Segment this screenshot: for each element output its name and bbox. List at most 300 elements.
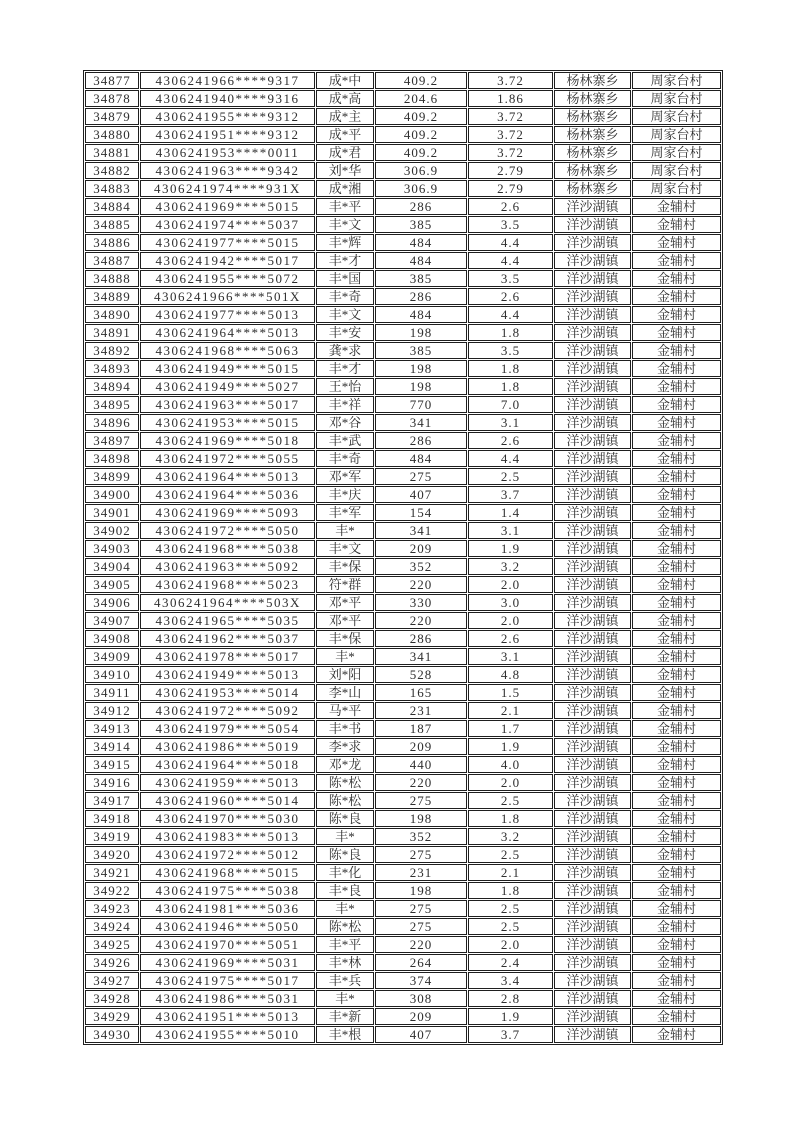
cell-amount: 220: [375, 576, 467, 593]
cell-village: 金辅村: [632, 936, 721, 953]
cell-amount: 407: [375, 486, 467, 503]
cell-name: 陈*良: [316, 846, 374, 863]
cell-id-number: 4306241955****5010: [140, 1026, 315, 1043]
cell-id-number: 4306241975****5038: [140, 882, 315, 899]
cell-amount: 409.2: [375, 72, 467, 89]
cell-rate: 3.4: [468, 972, 553, 989]
cell-id-number: 4306241962****5037: [140, 630, 315, 647]
cell-village: 金辅村: [632, 252, 721, 269]
cell-name: 丰*兵: [316, 972, 374, 989]
cell-amount: 385: [375, 342, 467, 359]
table-row: [85, 972, 721, 989]
cell-id-number: 4306241968****5063: [140, 342, 315, 359]
table-row: [85, 144, 721, 161]
cell-name: 丰*才: [316, 252, 374, 269]
cell-village: 金辅村: [632, 810, 721, 827]
table-row: [85, 504, 721, 521]
cell-township: 洋沙湖镇: [554, 648, 631, 665]
cell-amount: 209: [375, 738, 467, 755]
cell-serial: 34907: [85, 612, 139, 629]
cell-name: 邓*平: [316, 594, 374, 611]
cell-amount: 204.6: [375, 90, 467, 107]
cell-name: 丰*平: [316, 198, 374, 215]
cell-name: 陈*良: [316, 810, 374, 827]
cell-rate: 1.8: [468, 810, 553, 827]
cell-name: 丰*保: [316, 558, 374, 575]
cell-village: 金辅村: [632, 576, 721, 593]
cell-serial: 34900: [85, 486, 139, 503]
cell-id-number: 4306241953****5015: [140, 414, 315, 431]
cell-township: 杨林寨乡: [554, 144, 631, 161]
table-row: [85, 216, 721, 233]
cell-rate: 3.5: [468, 270, 553, 287]
cell-township: 洋沙湖镇: [554, 990, 631, 1007]
cell-village: 金辅村: [632, 522, 721, 539]
table-row: [85, 432, 721, 449]
cell-serial: 34887: [85, 252, 139, 269]
cell-rate: 3.72: [468, 144, 553, 161]
cell-amount: 275: [375, 918, 467, 935]
cell-serial: 34909: [85, 648, 139, 665]
cell-serial: 34894: [85, 378, 139, 395]
cell-rate: 2.79: [468, 180, 553, 197]
cell-village: 金辅村: [632, 468, 721, 485]
table-row: [85, 396, 721, 413]
cell-name: 邓*龙: [316, 756, 374, 773]
table-row: [85, 360, 721, 377]
cell-village: 金辅村: [632, 360, 721, 377]
cell-township: 杨林寨乡: [554, 72, 631, 89]
cell-name: 丰*化: [316, 864, 374, 881]
cell-id-number: 4306241964****503X: [140, 594, 315, 611]
cell-rate: 3.72: [468, 108, 553, 125]
cell-village: 金辅村: [632, 612, 721, 629]
cell-amount: 770: [375, 396, 467, 413]
cell-village: 周家台村: [632, 72, 721, 89]
cell-id-number: 4306241963****5092: [140, 558, 315, 575]
cell-serial: 34901: [85, 504, 139, 521]
cell-amount: 220: [375, 612, 467, 629]
subsidy-table-body: [85, 72, 721, 1043]
cell-amount: 286: [375, 432, 467, 449]
cell-township: 洋沙湖镇: [554, 774, 631, 791]
cell-township: 杨林寨乡: [554, 162, 631, 179]
table-row: [85, 882, 721, 899]
table-row: [85, 648, 721, 665]
cell-serial: 34929: [85, 1008, 139, 1025]
cell-amount: 198: [375, 882, 467, 899]
cell-amount: 275: [375, 792, 467, 809]
cell-name: 丰*奇: [316, 288, 374, 305]
cell-name: 丰*保: [316, 630, 374, 647]
cell-serial: 34885: [85, 216, 139, 233]
cell-village: 金辅村: [632, 198, 721, 215]
cell-serial: 34918: [85, 810, 139, 827]
cell-name: 丰*: [316, 900, 374, 917]
table-row: [85, 198, 721, 215]
table-row: [85, 108, 721, 125]
cell-serial: 34898: [85, 450, 139, 467]
cell-township: 洋沙湖镇: [554, 936, 631, 953]
cell-serial: 34914: [85, 738, 139, 755]
cell-township: 洋沙湖镇: [554, 576, 631, 593]
cell-rate: 1.9: [468, 540, 553, 557]
cell-village: 金辅村: [632, 288, 721, 305]
cell-township: 洋沙湖镇: [554, 450, 631, 467]
cell-name: 刘*华: [316, 162, 374, 179]
cell-name: 符*群: [316, 576, 374, 593]
table-row: [85, 234, 721, 251]
cell-township: 洋沙湖镇: [554, 432, 631, 449]
cell-village: 金辅村: [632, 918, 721, 935]
cell-id-number: 4306241955****5072: [140, 270, 315, 287]
cell-id-number: 4306241953****5014: [140, 684, 315, 701]
cell-rate: 2.6: [468, 432, 553, 449]
table-row: [85, 162, 721, 179]
cell-township: 洋沙湖镇: [554, 666, 631, 683]
cell-amount: 385: [375, 270, 467, 287]
cell-id-number: 4306241963****9342: [140, 162, 315, 179]
cell-id-number: 4306241981****5036: [140, 900, 315, 917]
cell-id-number: 4306241964****5013: [140, 324, 315, 341]
cell-name: 刘*阳: [316, 666, 374, 683]
cell-village: 金辅村: [632, 630, 721, 647]
cell-amount: 198: [375, 810, 467, 827]
cell-township: 洋沙湖镇: [554, 324, 631, 341]
cell-village: 金辅村: [632, 270, 721, 287]
cell-village: 金辅村: [632, 846, 721, 863]
cell-township: 洋沙湖镇: [554, 270, 631, 287]
cell-village: 金辅村: [632, 486, 721, 503]
cell-township: 洋沙湖镇: [554, 1008, 631, 1025]
cell-township: 洋沙湖镇: [554, 918, 631, 935]
cell-township: 洋沙湖镇: [554, 864, 631, 881]
cell-id-number: 4306241986****5031: [140, 990, 315, 1007]
cell-id-number: 4306241949****5013: [140, 666, 315, 683]
cell-id-number: 4306241949****5015: [140, 360, 315, 377]
cell-village: 金辅村: [632, 1026, 721, 1043]
cell-id-number: 4306241969****5031: [140, 954, 315, 971]
cell-township: 洋沙湖镇: [554, 360, 631, 377]
cell-rate: 1.5: [468, 684, 553, 701]
table-row: [85, 468, 721, 485]
cell-amount: 341: [375, 522, 467, 539]
cell-amount: 308: [375, 990, 467, 1007]
cell-id-number: 4306241966****501X: [140, 288, 315, 305]
cell-village: 金辅村: [632, 648, 721, 665]
cell-serial: 34897: [85, 432, 139, 449]
table-row: [85, 252, 721, 269]
cell-id-number: 4306241960****5014: [140, 792, 315, 809]
cell-serial: 34899: [85, 468, 139, 485]
table-row: [85, 900, 721, 917]
cell-village: 金辅村: [632, 414, 721, 431]
cell-amount: 341: [375, 648, 467, 665]
cell-id-number: 4306241983****5013: [140, 828, 315, 845]
cell-amount: 286: [375, 630, 467, 647]
cell-village: 金辅村: [632, 504, 721, 521]
cell-rate: 3.1: [468, 522, 553, 539]
cell-id-number: 4306241970****5030: [140, 810, 315, 827]
cell-village: 金辅村: [632, 720, 721, 737]
cell-amount: 231: [375, 864, 467, 881]
cell-amount: 264: [375, 954, 467, 971]
cell-amount: 220: [375, 936, 467, 953]
cell-id-number: 4306241969****5093: [140, 504, 315, 521]
cell-name: 丰*辉: [316, 234, 374, 251]
cell-rate: 4.4: [468, 450, 553, 467]
cell-amount: 286: [375, 198, 467, 215]
cell-township: 洋沙湖镇: [554, 738, 631, 755]
cell-township: 杨林寨乡: [554, 126, 631, 143]
cell-serial: 34906: [85, 594, 139, 611]
cell-township: 杨林寨乡: [554, 90, 631, 107]
table-row: [85, 828, 721, 845]
cell-serial: 34886: [85, 234, 139, 251]
cell-village: 周家台村: [632, 180, 721, 197]
cell-rate: 2.6: [468, 198, 553, 215]
cell-amount: 407: [375, 1026, 467, 1043]
cell-township: 洋沙湖镇: [554, 378, 631, 395]
cell-township: 洋沙湖镇: [554, 702, 631, 719]
table-row: [85, 612, 721, 629]
cell-id-number: 4306241970****5051: [140, 936, 315, 953]
cell-township: 洋沙湖镇: [554, 306, 631, 323]
cell-name: 丰*祥: [316, 396, 374, 413]
cell-serial: 34881: [85, 144, 139, 161]
cell-village: 周家台村: [632, 126, 721, 143]
cell-rate: 4.4: [468, 252, 553, 269]
cell-rate: 1.7: [468, 720, 553, 737]
cell-rate: 2.0: [468, 936, 553, 953]
table-row: [85, 270, 721, 287]
cell-village: 金辅村: [632, 738, 721, 755]
cell-amount: 231: [375, 702, 467, 719]
cell-rate: 4.4: [468, 234, 553, 251]
cell-township: 洋沙湖镇: [554, 288, 631, 305]
cell-rate: 3.7: [468, 1026, 553, 1043]
cell-serial: 34882: [85, 162, 139, 179]
cell-rate: 3.2: [468, 558, 553, 575]
cell-serial: 34923: [85, 900, 139, 917]
cell-name: 丰*文: [316, 306, 374, 323]
cell-township: 洋沙湖镇: [554, 234, 631, 251]
cell-serial: 34893: [85, 360, 139, 377]
table-row: [85, 684, 721, 701]
cell-id-number: 4306241951****5013: [140, 1008, 315, 1025]
cell-serial: 34928: [85, 990, 139, 1007]
cell-name: 成*湘: [316, 180, 374, 197]
cell-serial: 34915: [85, 756, 139, 773]
cell-amount: 209: [375, 540, 467, 557]
cell-amount: 198: [375, 324, 467, 341]
cell-serial: 34910: [85, 666, 139, 683]
cell-id-number: 4306241964****5013: [140, 468, 315, 485]
cell-id-number: 4306241963****5017: [140, 396, 315, 413]
cell-township: 洋沙湖镇: [554, 684, 631, 701]
table-row: [85, 342, 721, 359]
cell-amount: 484: [375, 234, 467, 251]
cell-serial: 34921: [85, 864, 139, 881]
cell-name: 丰*安: [316, 324, 374, 341]
cell-amount: 275: [375, 468, 467, 485]
cell-rate: 3.1: [468, 648, 553, 665]
cell-village: 金辅村: [632, 900, 721, 917]
cell-village: 金辅村: [632, 306, 721, 323]
cell-serial: 34878: [85, 90, 139, 107]
table-row: [85, 918, 721, 935]
cell-amount: 409.2: [375, 144, 467, 161]
cell-id-number: 4306241951****9312: [140, 126, 315, 143]
cell-amount: 341: [375, 414, 467, 431]
cell-amount: 352: [375, 558, 467, 575]
cell-name: 龚*求: [316, 342, 374, 359]
cell-serial: 34879: [85, 108, 139, 125]
cell-rate: 3.5: [468, 342, 553, 359]
cell-name: 丰*才: [316, 360, 374, 377]
cell-township: 洋沙湖镇: [554, 630, 631, 647]
cell-amount: 275: [375, 846, 467, 863]
table-row: [85, 486, 721, 503]
cell-serial: 34904: [85, 558, 139, 575]
cell-name: 丰*: [316, 648, 374, 665]
cell-name: 王*怡: [316, 378, 374, 395]
table-row: [85, 306, 721, 323]
cell-name: 成*君: [316, 144, 374, 161]
cell-amount: 385: [375, 216, 467, 233]
cell-rate: 1.86: [468, 90, 553, 107]
cell-name: 成*主: [316, 108, 374, 125]
cell-name: 丰*林: [316, 954, 374, 971]
cell-village: 周家台村: [632, 162, 721, 179]
cell-id-number: 4306241964****5018: [140, 756, 315, 773]
cell-village: 金辅村: [632, 558, 721, 575]
cell-village: 周家台村: [632, 108, 721, 125]
cell-name: 丰*: [316, 522, 374, 539]
cell-rate: 2.8: [468, 990, 553, 1007]
cell-amount: 528: [375, 666, 467, 683]
cell-id-number: 4306241966****9317: [140, 72, 315, 89]
cell-name: 陈*松: [316, 792, 374, 809]
cell-serial: 34890: [85, 306, 139, 323]
cell-rate: 2.5: [468, 792, 553, 809]
cell-township: 洋沙湖镇: [554, 810, 631, 827]
cell-village: 金辅村: [632, 702, 721, 719]
cell-village: 金辅村: [632, 540, 721, 557]
table-row: [85, 954, 721, 971]
cell-amount: 198: [375, 360, 467, 377]
cell-village: 金辅村: [632, 666, 721, 683]
cell-township: 洋沙湖镇: [554, 882, 631, 899]
table-row: [85, 936, 721, 953]
cell-name: 丰*庆: [316, 486, 374, 503]
cell-amount: 374: [375, 972, 467, 989]
cell-rate: 3.7: [468, 486, 553, 503]
table-row: [85, 864, 721, 881]
cell-amount: 187: [375, 720, 467, 737]
cell-village: 金辅村: [632, 792, 721, 809]
cell-serial: 34905: [85, 576, 139, 593]
table-row: [85, 288, 721, 305]
cell-amount: 220: [375, 774, 467, 791]
cell-name: 邓*谷: [316, 414, 374, 431]
cell-name: 丰*文: [316, 540, 374, 557]
cell-amount: 409.2: [375, 108, 467, 125]
cell-village: 金辅村: [632, 828, 721, 845]
cell-township: 洋沙湖镇: [554, 468, 631, 485]
cell-village: 周家台村: [632, 90, 721, 107]
cell-id-number: 4306241940****9316: [140, 90, 315, 107]
cell-township: 洋沙湖镇: [554, 612, 631, 629]
cell-serial: 34891: [85, 324, 139, 341]
cell-amount: 484: [375, 450, 467, 467]
cell-amount: 484: [375, 306, 467, 323]
cell-id-number: 4306241964****5036: [140, 486, 315, 503]
cell-serial: 34924: [85, 918, 139, 935]
cell-id-number: 4306241979****5054: [140, 720, 315, 737]
cell-name: 丰*: [316, 828, 374, 845]
cell-serial: 34908: [85, 630, 139, 647]
cell-township: 洋沙湖镇: [554, 522, 631, 539]
cell-id-number: 4306241968****5038: [140, 540, 315, 557]
cell-village: 金辅村: [632, 756, 721, 773]
cell-village: 金辅村: [632, 216, 721, 233]
cell-amount: 198: [375, 378, 467, 395]
table-row: [85, 72, 721, 89]
table-row: [85, 540, 721, 557]
cell-name: 丰*良: [316, 882, 374, 899]
cell-village: 金辅村: [632, 954, 721, 971]
cell-rate: 2.0: [468, 612, 553, 629]
cell-rate: 1.9: [468, 738, 553, 755]
cell-township: 洋沙湖镇: [554, 954, 631, 971]
cell-serial: 34925: [85, 936, 139, 953]
cell-id-number: 4306241972****5092: [140, 702, 315, 719]
table-row: [85, 666, 721, 683]
cell-rate: 4.8: [468, 666, 553, 683]
table-row: [85, 324, 721, 341]
cell-name: 丰*奇: [316, 450, 374, 467]
cell-township: 洋沙湖镇: [554, 972, 631, 989]
cell-name: 丰*新: [316, 1008, 374, 1025]
cell-township: 洋沙湖镇: [554, 720, 631, 737]
cell-village: 金辅村: [632, 342, 721, 359]
table-row: [85, 720, 721, 737]
cell-village: 金辅村: [632, 378, 721, 395]
cell-serial: 34889: [85, 288, 139, 305]
cell-rate: 2.5: [468, 900, 553, 917]
cell-id-number: 4306241965****5035: [140, 612, 315, 629]
cell-id-number: 4306241972****5012: [140, 846, 315, 863]
cell-rate: 2.1: [468, 864, 553, 881]
table-row: [85, 126, 721, 143]
cell-name: 马*平: [316, 702, 374, 719]
cell-rate: 2.0: [468, 774, 553, 791]
cell-amount: 275: [375, 900, 467, 917]
cell-village: 金辅村: [632, 684, 721, 701]
cell-serial: 34930: [85, 1026, 139, 1043]
cell-village: 金辅村: [632, 972, 721, 989]
table-row: [85, 990, 721, 1007]
cell-amount: 409.2: [375, 126, 467, 143]
table-row: [85, 1026, 721, 1043]
cell-id-number: 4306241975****5017: [140, 972, 315, 989]
cell-rate: 2.5: [468, 846, 553, 863]
cell-name: 丰*国: [316, 270, 374, 287]
cell-serial: 34927: [85, 972, 139, 989]
cell-serial: 34877: [85, 72, 139, 89]
cell-serial: 34902: [85, 522, 139, 539]
